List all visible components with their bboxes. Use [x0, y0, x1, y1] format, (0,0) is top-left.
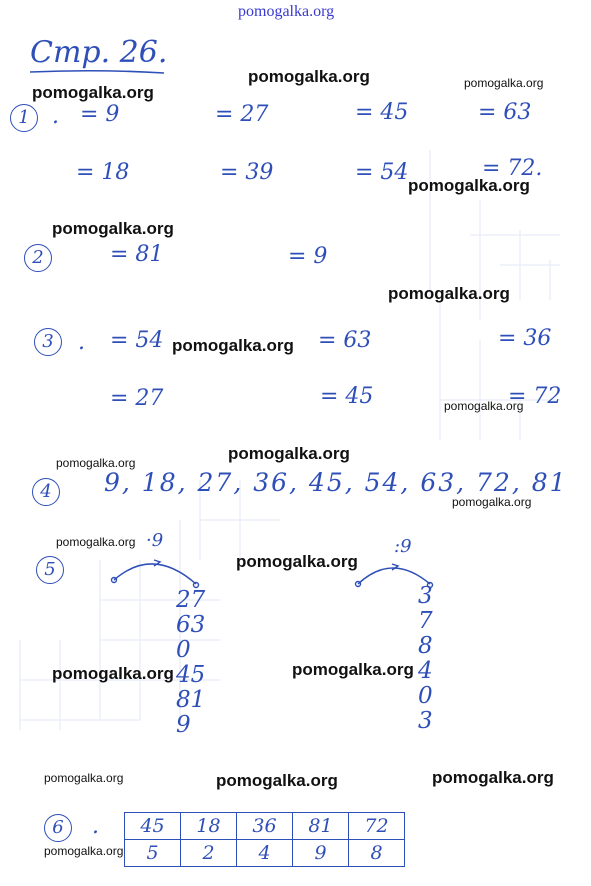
task5-left-value: 0 [176, 637, 191, 663]
watermark: pomogalka.org [464, 76, 544, 90]
watermark: pomogalka.org [452, 495, 532, 509]
task5-right-value: 7 [418, 608, 433, 634]
watermark: pomogalka.org [44, 844, 124, 858]
task1-r2c4: = 72. [482, 156, 543, 181]
task1-r1c4: = 63 [478, 100, 532, 125]
page-heading: Стр. 26. [30, 35, 168, 70]
task6-cell: 81 [293, 813, 349, 840]
task3-r2c1: = 27 [110, 386, 164, 411]
task5-left-value: 81 [176, 687, 206, 713]
task1-r2c3: = 54 [355, 160, 409, 185]
watermark: pomogalka.org [388, 284, 510, 303]
watermark: pomogalka.org [408, 176, 530, 195]
task5-right-op: :9 [394, 536, 412, 557]
watermark: pomogalka.org [52, 219, 174, 238]
watermark: pomogalka.org [56, 535, 136, 549]
task5-right-value: 3 [418, 708, 433, 734]
task6-cell: 36 [237, 813, 293, 840]
task3-r1c3: = 36 [498, 326, 552, 351]
task4-sequence: 9, 18, 27, 36, 45, 54, 63, 72, 81 [104, 468, 568, 497]
task3-r2c2: = 45 [320, 384, 374, 409]
task1-number: 1 [10, 104, 38, 132]
task1-r2c1: = 18 [76, 160, 130, 185]
task5-left-value: 63 [176, 612, 206, 638]
task5-left-op: ·9 [146, 530, 164, 551]
watermark: pomogalka.org [52, 664, 174, 683]
task4-number: 4 [32, 478, 60, 506]
task5-left-value: 45 [176, 662, 206, 688]
task5-left-value: 9 [176, 712, 191, 738]
watermark: pomogalka.org [44, 771, 124, 785]
watermark: pomogalka.org [236, 552, 358, 571]
task3-r2c3: = 72 [508, 384, 562, 409]
task5-right-value: 4 [418, 658, 433, 684]
task6-cell: 2 [181, 840, 237, 867]
task3-dot: . [78, 330, 85, 355]
watermark: pomogalka.org [228, 444, 350, 463]
watermark: pomogalka.org [432, 768, 554, 787]
task1-r1c3: = 45 [355, 100, 409, 125]
task6-table [124, 812, 405, 867]
task6-cell: 4 [237, 840, 293, 867]
task3-number: 3 [34, 328, 62, 356]
task6-cell: 5 [125, 840, 181, 867]
watermark: pomogalka.org [56, 456, 136, 470]
task1-r1c1: = 9 [80, 102, 120, 127]
task1-dot: . [52, 104, 59, 129]
task3-r1c2: = 63 [318, 328, 372, 353]
task3-r1c1: = 54 [110, 328, 164, 353]
task2-v2: = 9 [288, 244, 328, 269]
task5-left-arrow [108, 550, 208, 590]
task6-cell: 18 [181, 813, 237, 840]
watermark: pomogalka.org [216, 771, 338, 790]
task6-cell: 45 [125, 813, 181, 840]
watermark: pomogalka.org [172, 336, 294, 355]
watermark: pomogalka.org [32, 83, 154, 102]
task5-right-value: 8 [418, 633, 433, 659]
task1-r1c2: = 27 [215, 102, 269, 127]
watermark: pomogalka.org [444, 399, 524, 413]
task1-r2c2: = 39 [220, 160, 274, 185]
watermark: pomogalka.org [292, 660, 414, 679]
task6-bottom-row [125, 840, 405, 867]
watermark: pomogalka.org [248, 67, 370, 86]
task5-right-value: 0 [418, 683, 433, 709]
watermark-top: pomogalka.org [238, 3, 335, 20]
task5-left-column [176, 588, 205, 738]
task6-number: 6 [44, 814, 72, 842]
task5-right-value: 3 [418, 583, 433, 609]
task6-dot: . [92, 814, 99, 839]
task2-v1: = 81 [110, 242, 164, 267]
task2-number: 2 [24, 244, 52, 272]
task5-left-value: 27 [176, 587, 206, 613]
task5-right-column [418, 584, 433, 734]
heading-underline [28, 68, 168, 76]
task6-cell: 8 [349, 840, 405, 867]
task6-cell: 72 [349, 813, 405, 840]
task6-top-row [125, 813, 405, 840]
task5-number: 5 [36, 556, 64, 584]
task6-cell: 9 [293, 840, 349, 867]
